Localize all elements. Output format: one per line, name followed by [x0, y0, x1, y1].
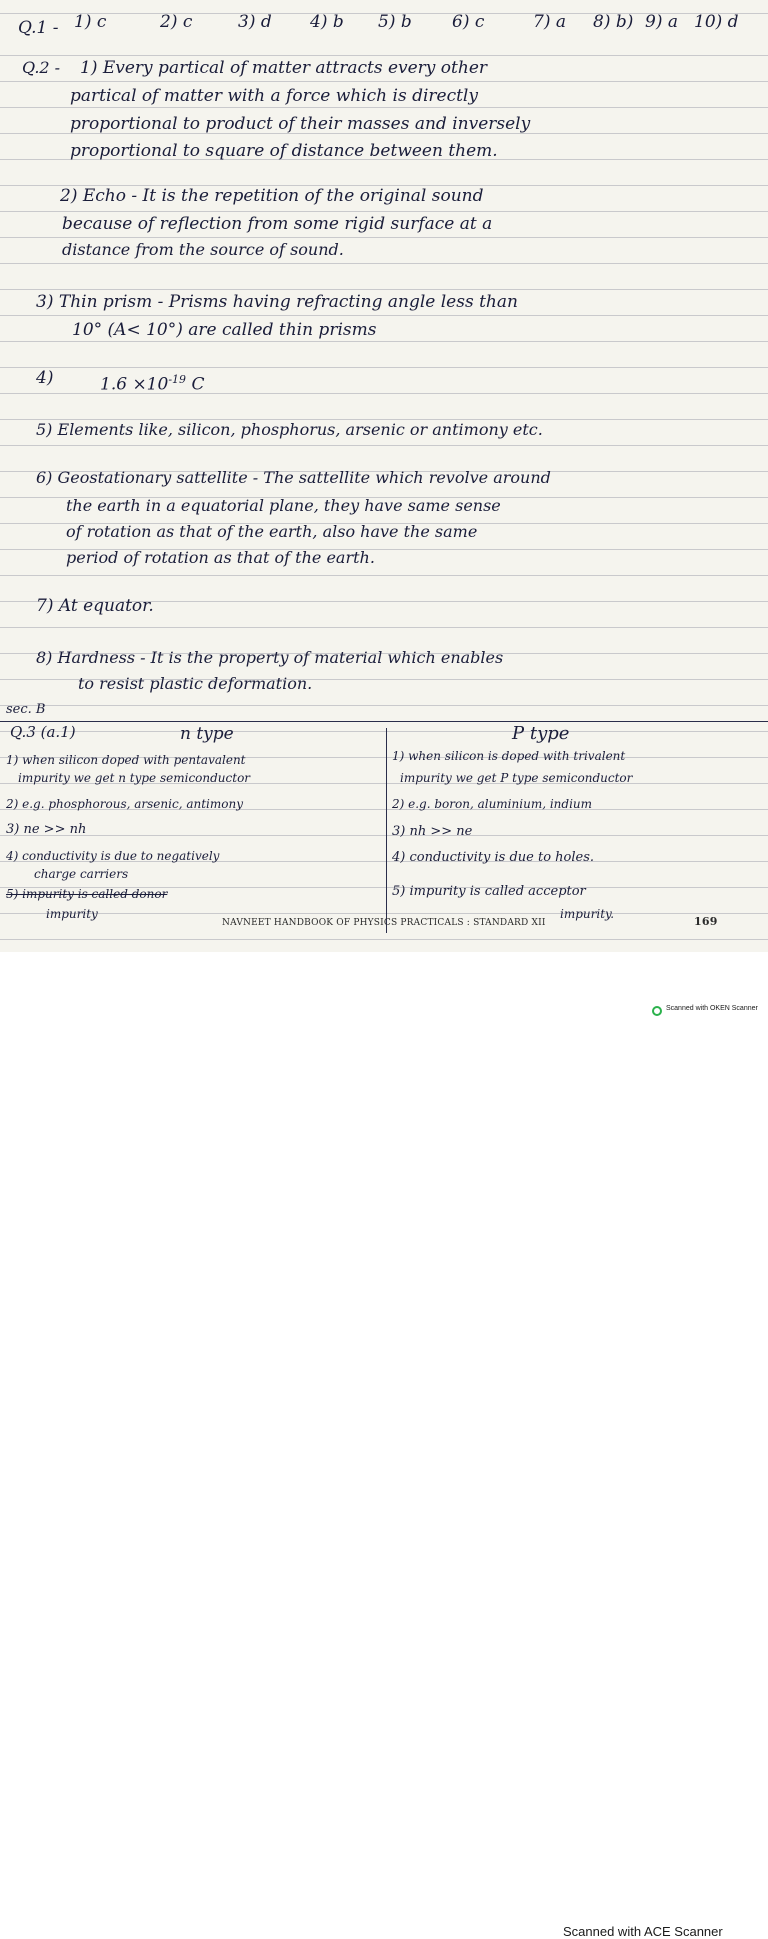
n-row-3: 3) ne >> nh	[6, 822, 87, 837]
q1-answer-4: 4) b	[310, 12, 344, 32]
n-row-1-line-2: impurity we get n type semiconductor	[18, 771, 251, 785]
n-type-header: n type	[180, 724, 234, 744]
printed-book-title: NAVNEET HANDBOOK OF PHYSICS PRACTICALS : STANDARD XII	[222, 918, 546, 928]
n-row-4-line-2: charge carriers	[34, 867, 129, 881]
q3-label: Q.3 (a.1)	[10, 723, 76, 741]
charge-mantissa: 1.6 ×10	[100, 374, 169, 395]
charge-exponent: -19	[168, 373, 187, 386]
q1-answer-6: 6) c	[452, 12, 485, 32]
q2-a3-line-2: 10° (A< 10°) are called thin prisms	[72, 320, 377, 340]
q2-a2-line-2: because of reflection from some rigid surface at a	[62, 214, 493, 234]
charge-unit: C	[191, 374, 205, 395]
q2-a4-value	[100, 368, 204, 397]
q1-answer-1: 1) c	[74, 12, 107, 32]
q1-answer-10: 10) d	[694, 12, 739, 32]
scanner-logo-icon	[652, 1006, 662, 1016]
n-row-1-line-1: 1) when silicon doped with pentavalent	[6, 753, 246, 767]
oken-badge-text: Scanned with OKEN Scanner	[666, 1005, 758, 1012]
scanned-page	[0, 0, 768, 952]
q2-a2-line-1: 2) Echo - It is the repetition of the original sound	[60, 186, 484, 206]
scanner-footer	[0, 952, 768, 1939]
q1-answer-2: 2) c	[160, 12, 193, 32]
table-column-divider	[386, 728, 387, 933]
p-row-1-line-1: 1) when silicon is doped with trivalent	[392, 749, 626, 763]
q1-answers	[18, 12, 758, 42]
p-row-5-line-2: impurity.	[560, 907, 615, 921]
q2-a8-line-2: to resist plastic deformation.	[78, 674, 313, 693]
scanner-watermark: Scanned with ACE Scanner	[563, 1924, 723, 1939]
q1-label: Q.1 -	[18, 18, 59, 38]
q2-a1-line-1: 1) Every partical of matter attracts every other	[80, 58, 488, 78]
q2-a6-line-4: period of rotation as that of the earth.	[66, 548, 375, 567]
q2-a1-line-2: partical of matter with a force which is directly	[70, 86, 478, 106]
q2-a6-line-2: the earth in a equatorial plane, they have same sense	[66, 496, 501, 515]
p-row-5-line-1: 5) impurity is called acceptor	[392, 884, 586, 899]
p-row-1-line-2: impurity we get P type semiconductor	[400, 771, 633, 785]
q2-label: Q.2 -	[22, 58, 61, 77]
p-type-header: P type	[512, 723, 570, 744]
p-row-3: 3) nh >> ne	[392, 824, 473, 839]
q2-a5: 5) Elements like, silicon, phosphorus, arsenic or antimony etc.	[36, 420, 543, 439]
n-row-2: 2) e.g. phosphorous, arsenic, antimony	[6, 797, 243, 811]
q1-answer-8: 8) b)	[593, 12, 634, 32]
n-row-4-line-1: 4) conductivity is due to negatively	[6, 849, 220, 863]
p-row-4: 4) conductivity is due to holes.	[392, 850, 595, 865]
q2-a7: 7) At equator.	[36, 596, 154, 616]
section-b-label: sec. B	[6, 702, 46, 717]
q1-answer-5: 5) b	[378, 12, 412, 32]
printed-page-number: 169	[694, 915, 718, 928]
q2-a1-line-3: proportional to product of their masses and inversely	[70, 114, 531, 134]
q1-answer-9: 9) a	[645, 12, 678, 32]
q2-a8-line-1: 8) Hardness - It is the property of material which enables	[36, 648, 504, 667]
section-b-divider	[0, 721, 768, 722]
p-row-2: 2) e.g. boron, aluminium, indium	[392, 797, 593, 811]
n-row-5-line-1: 5) impurity is called donor	[6, 887, 168, 901]
q1-answer-7: 7) a	[533, 12, 566, 32]
n-row-5-line-2: impurity	[46, 907, 98, 921]
q2-a4-label: 4)	[36, 368, 54, 388]
q2-a6-line-1: 6) Geostationary sattellite - The sattellite which revolve around	[36, 468, 551, 487]
q2-a1-line-4: proportional to square of distance between them.	[70, 141, 498, 161]
q2-a3-line-1: 3) Thin prism - Prisms having refracting angle less than	[36, 292, 518, 312]
q2-a6-line-3: of rotation as that of the earth, also have the same	[66, 522, 478, 541]
q2-a2-line-3: distance from the source of sound.	[62, 240, 344, 259]
q1-answer-3: 3) d	[238, 12, 272, 32]
